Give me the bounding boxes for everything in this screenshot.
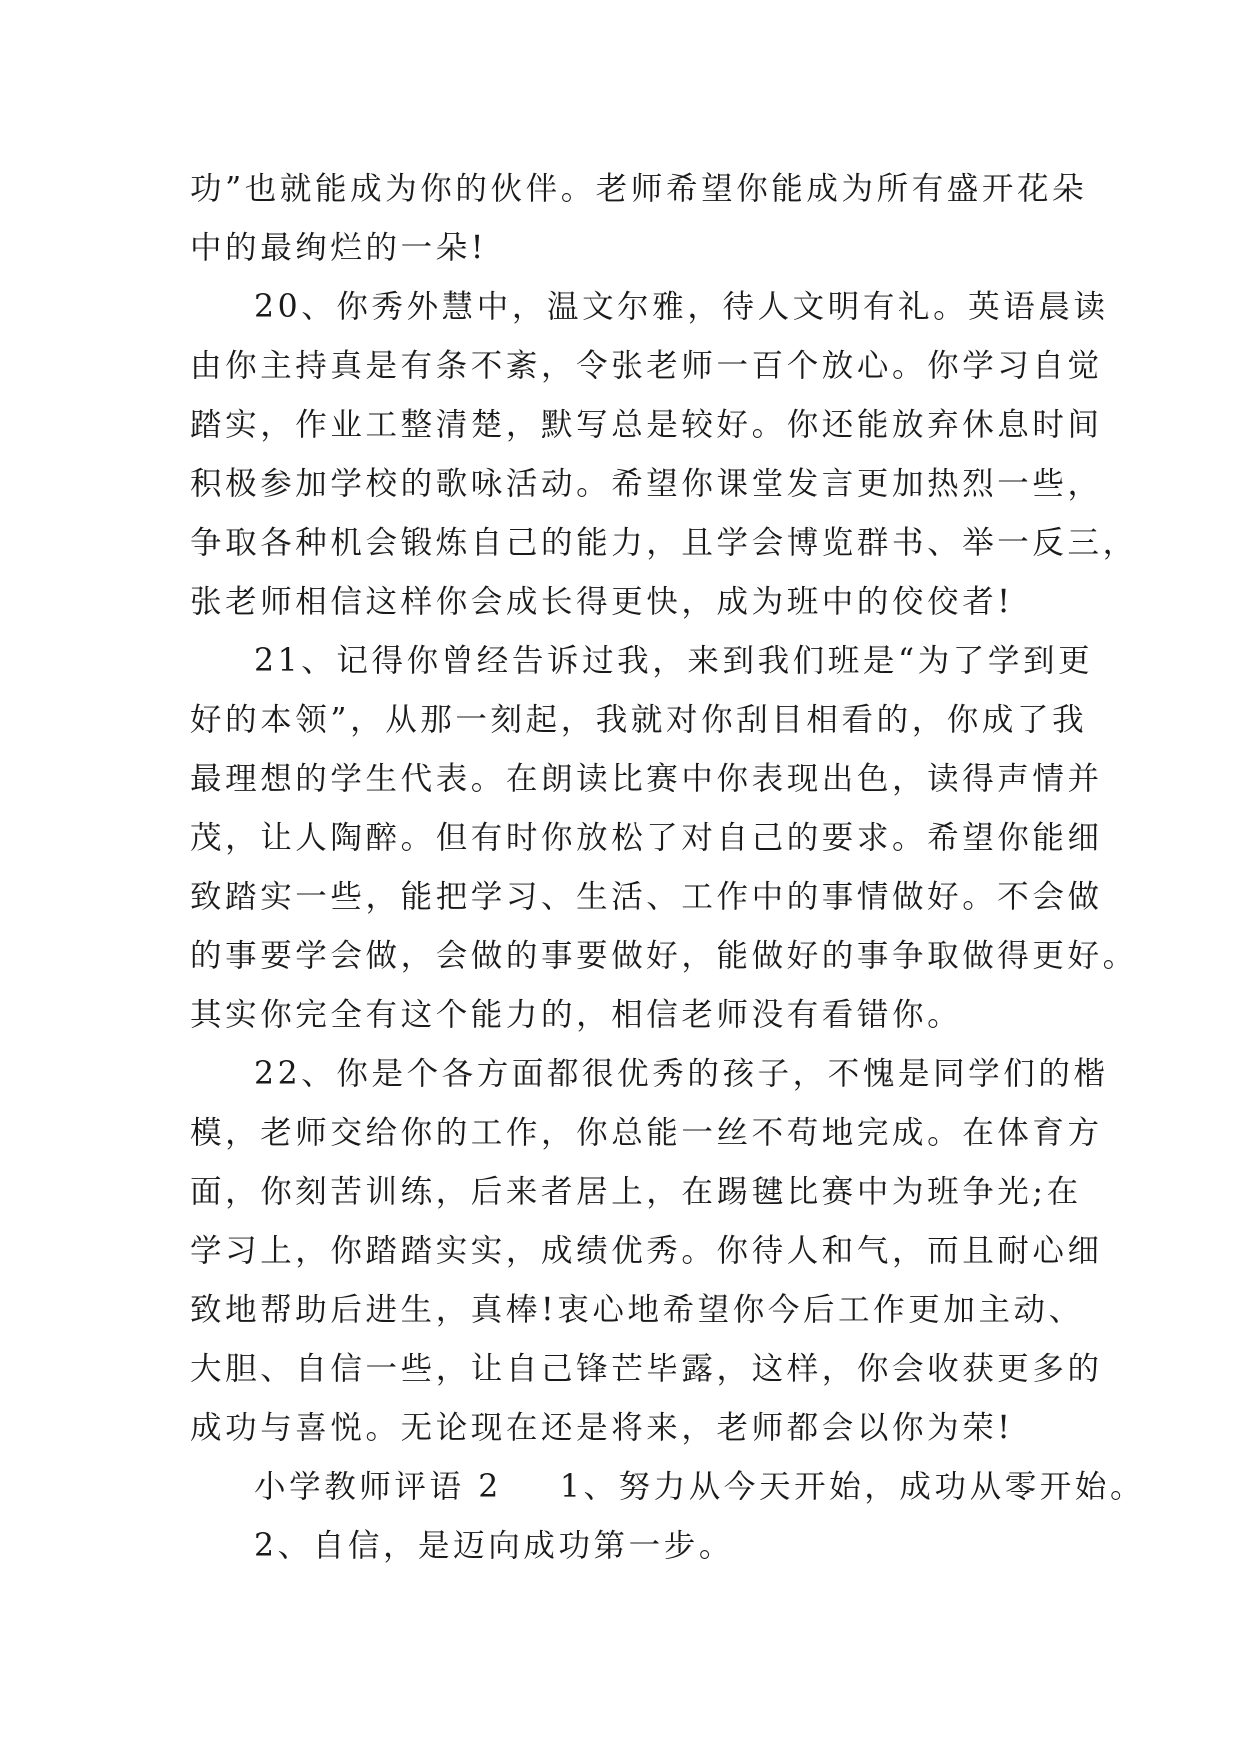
text-line: 大胆、自信一些，让自己锋芒毕露，这样，你会收获更多的 bbox=[190, 1351, 1103, 1387]
text-line: 积极参加学校的歌咏活动。希望你课堂发言更加热烈一些， bbox=[190, 466, 1103, 502]
text-line: 中的最绚烂的一朵! bbox=[190, 230, 488, 266]
text-line: 其实你完全有这个能力的，相信老师没有看错你。 bbox=[190, 997, 963, 1033]
section-heading: 小学教师评语 2 bbox=[254, 1469, 502, 1505]
text-line: 面，你刻苦训练，后来者居上，在踢毽比赛中为班争光;在 bbox=[190, 1174, 1082, 1210]
document-body bbox=[190, 160, 1146, 1576]
section-first-item: 1、努力从今天开始，成功从零开始。 bbox=[559, 1469, 1146, 1505]
text-line: 好的本领”，从那一刻起，我就对你刮目相看的，你成了我 bbox=[190, 702, 1088, 738]
text-line: 由你主持真是有条不紊，令张老师一百个放心。你学习自觉 bbox=[190, 348, 1103, 384]
text-line: 功”也就能成为你的伙伴。老师希望你能成为所有盛开花朵 bbox=[190, 171, 1088, 207]
text-line: 致踏实一些，能把学习、生活、工作中的事情做好。不会做 bbox=[190, 879, 1103, 915]
text-line: 学习上，你踏踏实实，成绩优秀。你待人和气，而且耐心细 bbox=[190, 1233, 1103, 1269]
text-line: 最理想的学生代表。在朗读比赛中你表现出色，读得声情并 bbox=[190, 761, 1103, 797]
text-line: 模，老师交给你的工作，你总能一丝不苟地完成。在体育方 bbox=[190, 1115, 1103, 1151]
text-line: 争取各种机会锻炼自己的能力，且学会博览群书、举一反三， bbox=[190, 525, 1138, 561]
text-line: 的事要学会做，会做的事要做好，能做好的事争取做得更好。 bbox=[190, 938, 1138, 974]
text-line-last: 2、自信，是迈向成功第一步。 bbox=[254, 1528, 734, 1564]
section-line bbox=[190, 1458, 1146, 1517]
paragraph-start-20: 20、你秀外慧中，温文尔雅，待人文明有礼。英语晨读 bbox=[254, 289, 1109, 325]
paragraph-start-21: 21、记得你曾经告诉过我，来到我们班是“为了学到更 bbox=[254, 643, 1094, 679]
text-line: 踏实，作业工整清楚，默写总是较好。你还能放弃休息时间 bbox=[190, 407, 1103, 443]
paragraph-start-22: 22、你是个各方面都很优秀的孩子，不愧是同学们的楷 bbox=[254, 1056, 1109, 1092]
text-line: 茂，让人陶醉。但有时你放松了对自己的要求。希望你能细 bbox=[190, 820, 1103, 856]
text-line: 张老师相信这样你会成长得更快，成为班中的佼佼者! bbox=[190, 584, 1014, 620]
text-line: 成功与喜悦。无论现在还是将来，老师都会以你为荣! bbox=[190, 1410, 1014, 1446]
text-line: 致地帮助后进生，真棒!衷心地希望你今后工作更加主动、 bbox=[190, 1292, 1084, 1328]
